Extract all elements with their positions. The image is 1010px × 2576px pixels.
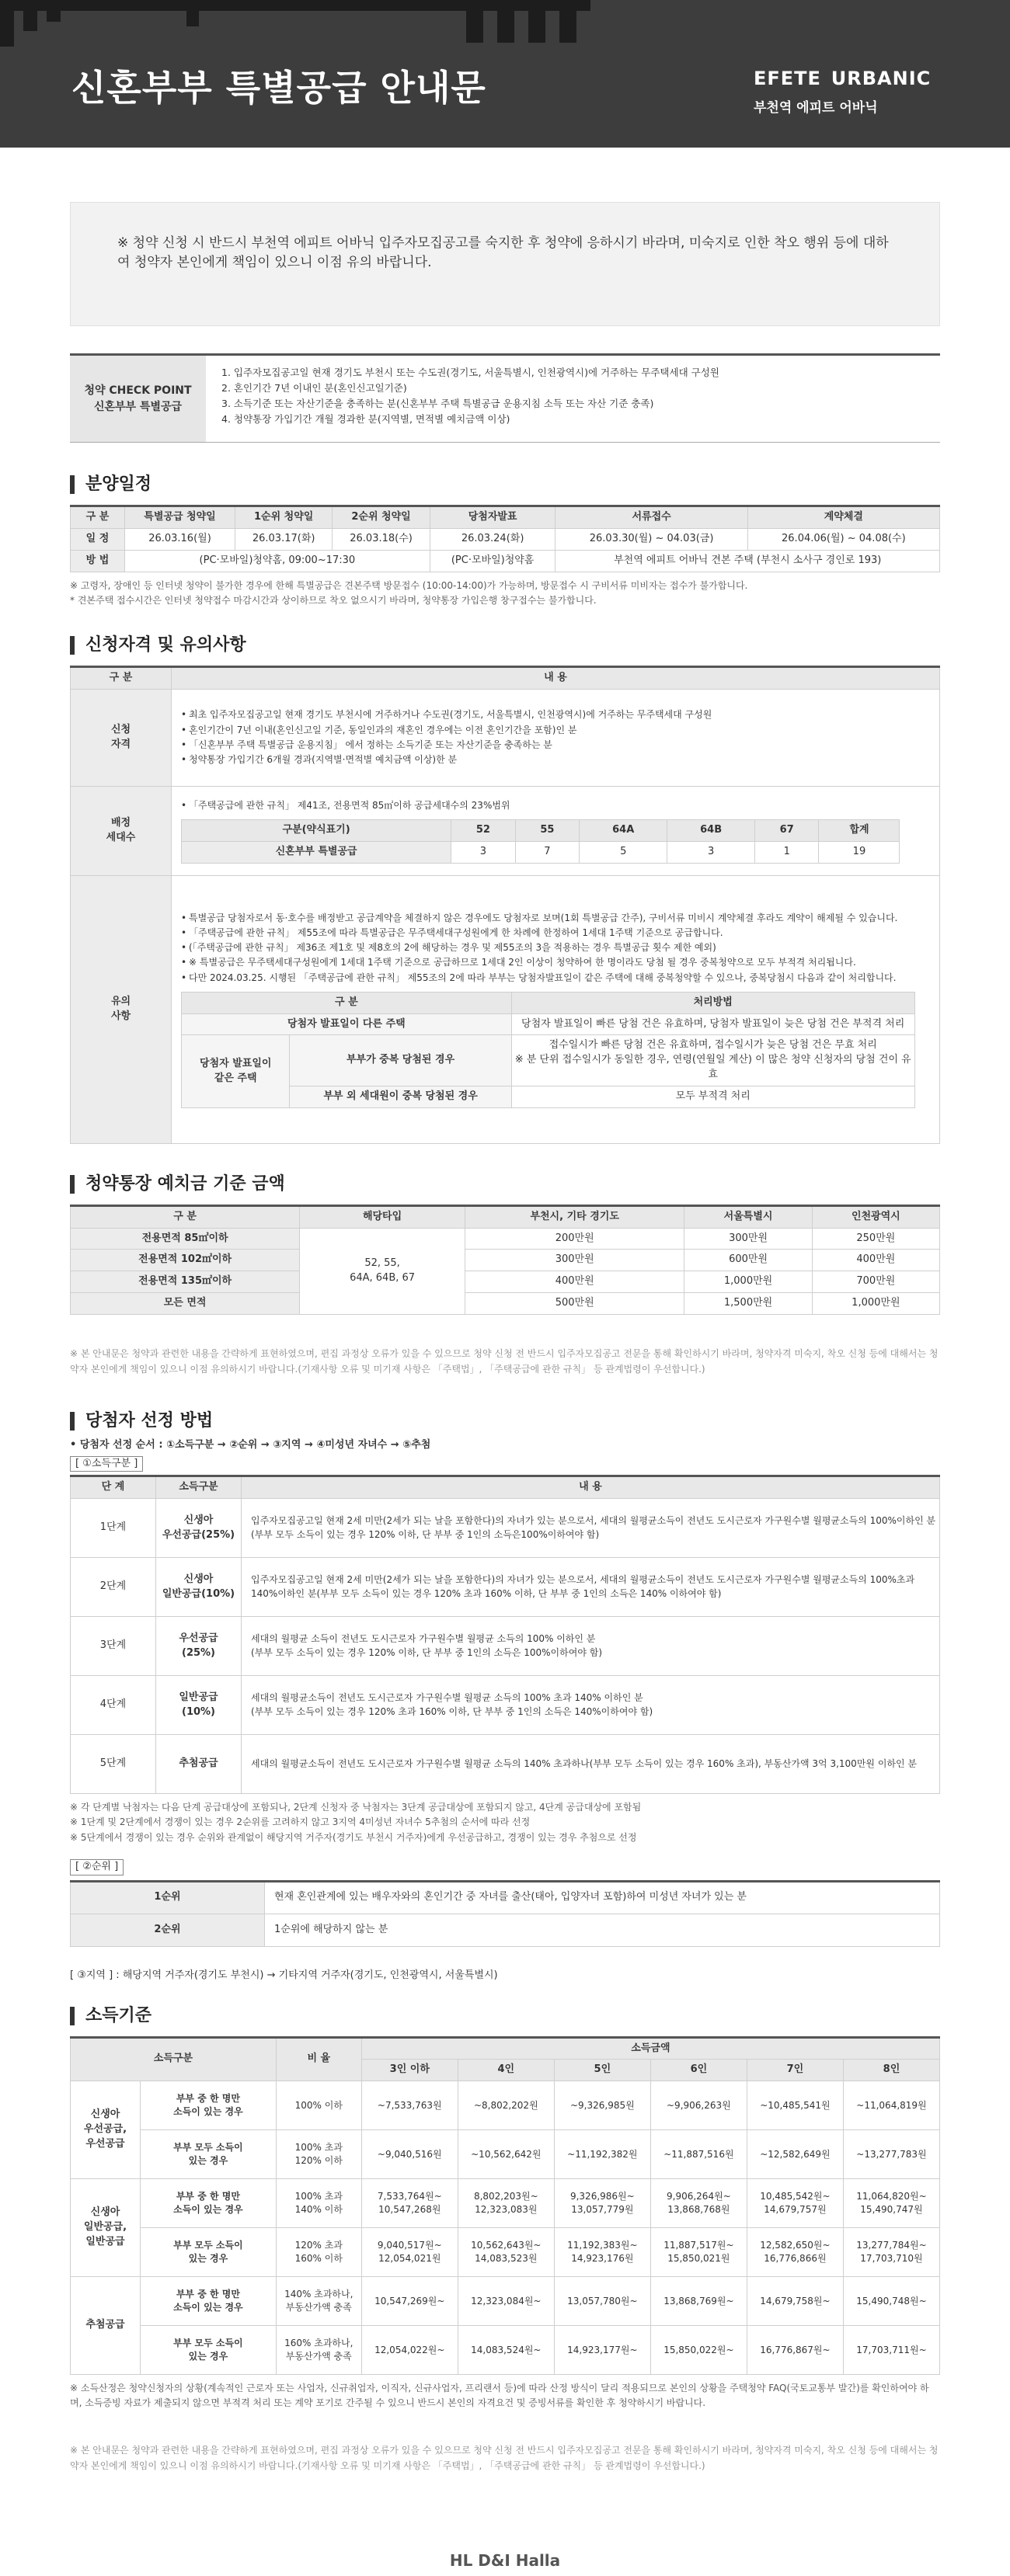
col-header: 인천광역시 <box>812 1205 939 1228</box>
cell: 3 <box>667 841 755 863</box>
col-header: 당첨자발표 <box>430 506 556 529</box>
decor-bar <box>559 0 576 43</box>
tag: [ ①소득구분 ] <box>70 1456 143 1472</box>
cell: 당첨자 발표일이 빠른 당첨 건은 유효하며, 당첨자 발표일이 늦은 당첨 건은 부적격 처리 <box>511 1013 914 1035</box>
income-value: 12,054,022원~ <box>361 2326 458 2375</box>
col-header: 8인 <box>843 2060 939 2081</box>
cell: 신생아 우선공급(25%) <box>156 1499 242 1558</box>
income-value: 10,547,269원~ <box>361 2277 458 2326</box>
cell: 300만원 <box>684 1228 812 1250</box>
cell: 추첨공급 <box>156 1735 242 1794</box>
cell: 19 <box>819 841 900 863</box>
col-header: 2순위 청약일 <box>333 506 430 529</box>
col-header: 구 분 <box>71 506 125 529</box>
col-header: 64A <box>580 820 667 842</box>
cell: 전용면적 102㎡이하 <box>71 1250 300 1271</box>
income-value: 9,040,517원~ 12,054,021원 <box>361 2228 458 2277</box>
col-header: 단 계 <box>71 1476 156 1499</box>
cell: 26.03.18(수) <box>333 528 430 550</box>
decor-bar <box>528 0 545 43</box>
cell: 당첨자 발표일이 다른 주택 <box>182 1013 512 1035</box>
cell: 세대의 월평균소득이 전년도 도시근로자 가구원수별 월평균 소득의 100% 초과 140% 이하인 분 (부부 모두 소득이 있는 경우 120% 초과 160% 이하, 단 부부 중 1인의 소득은 140%이하여야 함) <box>242 1676 940 1735</box>
income-value: ~8,802,202원 <box>458 2081 554 2130</box>
rank-table <box>70 1880 940 1947</box>
list-item: • 특별공급 당첨자로서 동·호수를 배정받고 공급계약을 체결하지 않은 경우에도 당첨자로 보며(1회 특별공급 간주), 구비서류 미비시 계약체결 후라도 계약이 해제될 수 있습니다. <box>181 911 930 926</box>
list-item: • 최초 입주자모집공고일 현재 경기도 부천시에 거주하거나 수도권(경기도, 서울특별시, 인천광역시)에 거주하는 무주택세대 구성원 <box>181 707 930 722</box>
row-label: 유의 사항 <box>71 875 172 1143</box>
cell: 250만원 <box>812 1228 939 1250</box>
col-header: 6인 <box>650 2060 747 2081</box>
note: ※ 각 단계별 낙첨자는 다음 단계 공급대상에 포함되나, 2단계 신청자 중 낙첨자는 3단계 공급대상에 포함되지 않고, 4단계 공급대상에 포함됨 <box>70 1802 642 1813</box>
decor-bar <box>23 0 37 31</box>
col-header: 내 용 <box>172 666 940 689</box>
cell: 200만원 <box>465 1228 684 1250</box>
income-subgroup: 부부 모두 소득이 있는 경우 <box>141 2228 277 2277</box>
cell: 접수일시가 빠른 당첨 건은 유효하며, 접수일시가 늦은 당첨 건은 무효 처리 <box>549 1039 877 1052</box>
checkpoint-list <box>206 356 940 442</box>
section-title: 당첨자 선정 방법 <box>70 1412 940 1431</box>
cell: 26.03.17(화) <box>235 528 332 550</box>
income-table <box>70 2036 940 2376</box>
row-label: 신청 자격 <box>71 689 172 786</box>
cell: 1,000만원 <box>812 1293 939 1315</box>
brand-ko: 부천역 에피트 어바닉 <box>754 100 878 116</box>
brand-logo <box>754 57 931 118</box>
income-value: 17,703,711원~ <box>843 2326 939 2375</box>
col-header: 서울특별시 <box>684 1205 812 1228</box>
list-item: • 청약통장 가입기간 6개월 경과(지역별·면적별 예치금액 이상)한 분 <box>181 753 930 767</box>
list-item: • 혼인기간이 7년 이내(혼인신고일 기준, 동일인과의 재혼인 경우에는 이전 혼인기간을 포함)인 분 <box>181 723 930 738</box>
income-value: ~9,040,516원 <box>361 2130 458 2179</box>
col-header: 1순위 청약일 <box>235 506 332 529</box>
header-banner <box>0 0 1010 148</box>
income-value: ~9,326,985원 <box>554 2081 650 2130</box>
income-value: ~11,064,819원 <box>843 2081 939 2130</box>
income-value: 14,923,177원~ <box>554 2326 650 2375</box>
cell: 52, 55, 64A, 64B, 67 <box>300 1228 465 1314</box>
income-subgroup: 부부 모두 소득이 있는 경우 <box>141 2326 277 2375</box>
qualification-table <box>70 666 940 1144</box>
col-header: 소득구분 <box>156 1476 242 1499</box>
page-title: 신혼부부 특별공급 안내문 <box>71 67 486 109</box>
income-subgroup: 부부 중 한 명만 소득이 있는 경우 <box>141 2179 277 2228</box>
cell: 전용면적 85㎡이하 <box>71 1228 300 1250</box>
income-value: ~11,192,382원 <box>554 2130 650 2179</box>
col-header: 52 <box>451 820 516 842</box>
income-value: 11,064,820원~ 15,490,747원 <box>843 2179 939 2228</box>
note: ※ 1단계 및 2단계에서 경쟁이 있는 경우 2순위를 고려하지 않고 3지역 4미성년 자녀수 5추첨의 순서에 따라 선정 <box>70 1816 531 1828</box>
list-item: • 「신혼부부 주택 특별공급 운용지침」 에서 정하는 소득기준 또는 자산기준을 충족하는 분 <box>181 738 930 753</box>
decor-bar <box>47 0 61 22</box>
list-item: • 「주택공급에 관한 규칙」 제55조에 따라 특별공급은 무주택세대구성원에게 한 차례에 한정하여 1세대 1주택 기준으로 공급합니다. <box>181 926 930 940</box>
cell: 500만원 <box>465 1293 684 1315</box>
col-header: 4인 <box>458 2060 554 2081</box>
income-value: ~7,533,763원 <box>361 2081 458 2130</box>
tag: [ ②순위 ] <box>70 1859 124 1876</box>
income-group: 신생아 일반공급, 일반공급 <box>71 2179 141 2277</box>
cell: 4단계 <box>71 1676 156 1735</box>
schedule-section <box>70 475 940 608</box>
income-value: 14,083,524원~ <box>458 2326 554 2375</box>
section-title: 소득기준 <box>70 2007 940 2025</box>
col-header: 55 <box>515 820 580 842</box>
cell: 1 <box>754 841 819 863</box>
income-value: 15,850,022원~ <box>650 2326 747 2375</box>
checkpoint-item: 3. 소득기준 또는 자산기준을 충족하는 분(신혼부부 주택 특별공급 운용지침 소득 또는 자산 기준 충족) <box>221 398 654 409</box>
note: ※ 5단계에서 경쟁이 있는 경우 순위와 관계없이 해당지역 거주자(경기도 부천시 거주자)에게 우선공급하고, 경쟁이 있는 경우 추첨으로 선정 <box>70 1831 637 1843</box>
cell: 1단계 <box>71 1499 156 1558</box>
income-body <box>71 2081 940 2375</box>
income-value: 12,582,650원~ 16,776,866원 <box>747 2228 843 2277</box>
col-header: 합계 <box>819 820 900 842</box>
cell: 5단계 <box>71 1735 156 1794</box>
note: * 견본주택 접수시간은 인터넷 청약접수 마감시간과 상이하므로 착오 없으시기 바라며, 청약통장 가입은행 창구접수는 불가합니다. <box>70 594 597 606</box>
cell: 26.04.06(월) ~ 04.08(수) <box>747 528 939 550</box>
checkpoint-item: 2. 혼인기간 7년 이내인 분(혼인신고일기준) <box>221 382 407 394</box>
cell: 400만원 <box>812 1250 939 1271</box>
requirement-list <box>181 707 930 767</box>
col-header: 64B <box>667 820 755 842</box>
income-value: ~11,887,516원 <box>650 2130 747 2179</box>
deposit-section <box>70 1175 940 1378</box>
cell: 26.03.24(화) <box>430 528 556 550</box>
qualification-section <box>70 636 940 1144</box>
cell: 7 <box>515 841 580 863</box>
cell: 부부가 중복 당첨된 경우 <box>290 1035 511 1086</box>
brand-en2: URBANIC <box>831 68 932 89</box>
income-group: 신생아 우선공급, 우선공급 <box>71 2081 141 2179</box>
col-header: 처리방법 <box>511 992 914 1013</box>
decor-bar <box>466 0 483 43</box>
cell: 2순위 <box>71 1914 265 1946</box>
allocation-table <box>181 819 900 864</box>
cell: 세대의 월평균소득이 전년도 도시근로자 가구원수별 월평균 소득의 140% 초과하나(부부 모두 소득이 있는 경우 160% 초과), 부동산가액 3억 3,100만원 이하인 분 <box>242 1735 940 1794</box>
decor-bar <box>497 0 514 43</box>
income-subgroup: 부부 모두 소득이 있는 경우 <box>141 2130 277 2179</box>
cell: 3 <box>451 841 516 863</box>
cell: 26.03.16(월) <box>125 528 235 550</box>
disclaimer: ※ 본 안내문은 청약과 관련한 내용을 간략하게 표현하였으며, 편집 과정상 오류가 있을 수 있으므로 청약 신청 전 반드시 입주자모집공고 전문을 통해 확인하시기 바라며, 청약자격 미숙지, 착오 신청 등에 대해서는 청약자 본인에게 책임이 있으니 이점 유의하시기 바랍니다.(기재사항 오류 및 미기재 사항은 「주택법」, 「주택공급에 관한 규칙」 등 관계법령이 우선합니다.) <box>70 1347 939 1375</box>
note: ※ 고령자, 장애인 등 인터넷 청약이 불가한 경우에 한해 특별공급은 견본주택 방문접수 (10:00-14:00)가 가능하며, 방문접수 시 구비서류 미비자는 접수가 불가합니다. <box>70 579 748 591</box>
col-header: 특별공급 청약일 <box>125 506 235 529</box>
income-subgroup: 부부 중 한 명만 소득이 있는 경우 <box>141 2081 277 2130</box>
checkpoint-label2: 신혼부부 특별공급 <box>93 400 183 413</box>
decor-bar <box>186 0 199 26</box>
cell: 700만원 <box>812 1271 939 1293</box>
caution-list <box>181 911 930 986</box>
income-value: ~13,277,783원 <box>843 2130 939 2179</box>
col-header: 5인 <box>554 2060 650 2081</box>
brand-en: EFETE <box>754 68 821 89</box>
income-value: 12,323,084원~ <box>458 2277 554 2326</box>
income-value: ~10,485,541원 <box>747 2081 843 2130</box>
section-title: 분양일정 <box>70 475 940 494</box>
col-header: 구 분 <box>71 666 172 689</box>
income-value: 14,679,758원~ <box>747 2277 843 2326</box>
col-header: 7인 <box>747 2060 843 2081</box>
cell: 26.03.30(월) ~ 04.03(금) <box>556 528 747 550</box>
decor-bar <box>0 0 14 47</box>
cell: 600만원 <box>684 1250 812 1271</box>
cell: 일반공급 (10%) <box>156 1676 242 1735</box>
cell: 모든 면적 <box>71 1293 300 1315</box>
income-value: 15,490,748원~ <box>843 2277 939 2326</box>
income-section <box>70 2007 940 2474</box>
col-header: 소득금액 <box>361 2037 939 2060</box>
list-item: • (「주택공급에 관한 규칙」 제36조 제1호 및 제8호의 2에 해당하는 경우 및 제55조의 3을 적용하는 경우 특별공급 횟수 제한 예외) <box>181 940 930 955</box>
notice-box: ※ 청약 신청 시 반드시 부천역 에피트 어바닉 입주자모집공고를 숙지한 후 청약에 응하시기 바라며, 미숙지로 인한 착오 행위 등에 대하여 청약자 본인에게 책임이 있으니 이점 유의 바랍니다. <box>70 202 940 326</box>
cell: 신혼부부 특별공급 <box>182 841 451 863</box>
income-value: ~12,582,649원 <box>747 2130 843 2179</box>
col-header: 내 용 <box>242 1476 940 1499</box>
cell: 우선공급 (25%) <box>156 1617 242 1676</box>
col-header: 서류접수 <box>556 506 747 529</box>
cell: ※ 분 단위 접수일시가 동일한 경우, 연령(연월일 계산) 이 많은 청약 신청자의 당첨 건이 유효 <box>514 1054 911 1081</box>
disclaimer: ※ 본 안내문은 청약과 관련한 내용을 간략하게 표현하였으며, 편집 과정상 오류가 있을 수 있으므로 청약 신청 전 반드시 입주자모집공고 전문을 통해 확인하시기 바라며, 청약자격 미숙지, 착오 신청 등에 대해서는 청약자 본인에게 책임이 있으니 이점 유의하시기 바랍니다.(기재사항 오류 및 미기재 사항은 「주택법」, 「주택공급에 관한 규칙」 등 관계법령이 우선합니다.) <box>70 2444 939 2471</box>
checkpoint-item: 1. 입주자모집공고일 현재 경기도 부천시 또는 수도권(경기도, 서울특별시, 인천광역시)에 거주하는 무주택세대 구성원 <box>221 367 719 378</box>
cell: 3단계 <box>71 1617 156 1676</box>
cell: 당첨자 발표일이 같은 주택 <box>182 1035 290 1107</box>
income-value: 10,485,542원~ 14,679,757원 <box>747 2179 843 2228</box>
cell: 부부 외 세대원이 중복 당첨된 경우 <box>290 1086 511 1107</box>
deposit-table <box>70 1205 940 1315</box>
income-value: 7,533,764원~ 10,547,268원 <box>361 2179 458 2228</box>
cell: 신생아 일반공급(10%) <box>156 1558 242 1617</box>
income-value: 16,776,867원~ <box>747 2326 843 2375</box>
income-value: 9,326,986원~ 13,057,779원 <box>554 2179 650 2228</box>
col-header: 계약체결 <box>747 506 939 529</box>
row-label: 일 정 <box>71 528 125 550</box>
income-value: 10,562,643원~ 14,083,523원 <box>458 2228 554 2277</box>
col-header: 67 <box>754 820 819 842</box>
cell: 2단계 <box>71 1558 156 1617</box>
income-value: 9,906,264원~ 13,868,768원 <box>650 2179 747 2228</box>
list-item: • 다만 2024.03.25. 시행된 「주택공급에 관한 규칙」 제55조의 2에 따라 부부는 당첨자발표일이 같은 주택에 대해 중복청약할 수 있으나, 중복당첨시 다음과 같이 처리합니다. <box>181 971 930 986</box>
region-rule: [ ③지역 ] : 해당지역 거주자(경기도 부천시) → 기타지역 거주자(경기도, 인천광역시, 서울특별시) <box>70 1969 498 1981</box>
cell: 1,500만원 <box>684 1293 812 1315</box>
income-value: ~9,906,263원 <box>650 2081 747 2130</box>
cell: 1순위에 해당하지 않는 분 <box>265 1914 940 1946</box>
selection-table <box>70 1475 940 1794</box>
row-label: 배정 세대수 <box>71 786 172 875</box>
footer-logo: HL D&I Halla <box>449 2551 561 2570</box>
cell: 5 <box>580 841 667 863</box>
income-value: 13,277,784원~ 17,703,710원 <box>843 2228 939 2277</box>
cell: 세대의 월평균 소득이 전년도 도시근로자 가구원수별 월평균 소득의 100% 이하인 분 (부부 모두 소득이 있는 경우 120% 이하, 단 부부 중 1인의 소득은 100%이하여야 함) <box>242 1617 940 1676</box>
income-value: 11,887,517원~ 15,850,021원 <box>650 2228 747 2277</box>
list-item: • ※ 특별공급은 무주택세대구성원에게 1세대 1주택 기준으로 공급하므로 1세대 2인 이상이 청약하여 한 명이라도 당첨 될 경우 중복청약으로 모두 부적격 처리됩니다. <box>181 955 930 970</box>
schedule-table <box>70 505 940 572</box>
selection-section <box>70 1412 940 1983</box>
checkpoint-box <box>70 353 940 443</box>
income-group: 추첨공급 <box>71 2277 141 2375</box>
section-title: 청약통장 예치금 기준 금액 <box>70 1175 940 1194</box>
income-value: 8,802,203원~ 12,323,083원 <box>458 2179 554 2228</box>
cell: 입주자모집공고일 현재 2세 미만(2세가 되는 날을 포함한다)의 자녀가 있는 분으로서, 세대의 월평균소득이 전년도 도시근로자 가구원수별 월평균소득의 100%초과 140%이하인 분(부부 모두 소득이 있는 경우 120% 초과 160% 이하, 단 부부 중 1인의 소득은 140% 이하여야 함) <box>242 1558 940 1617</box>
cell: 1,000만원 <box>684 1271 812 1293</box>
income-value: 11,192,383원~ 14,923,176원 <box>554 2228 650 2277</box>
income-subgroup: 부부 중 한 명만 소득이 있는 경우 <box>141 2277 277 2326</box>
cell: 300만원 <box>465 1250 684 1271</box>
selection-order: • 당첨자 선정 순서 : ①소득구분 → ②순위 → ③지역 → ④미성년 자녀수 → ⑤추첨 <box>70 1438 431 1451</box>
col-header: 해당타입 <box>300 1205 465 1228</box>
duplicate-table <box>181 992 915 1108</box>
col-header: 구 분 <box>182 992 512 1013</box>
col-header: 3인 이하 <box>361 2060 458 2081</box>
cell: 입주자모집공고일 현재 2세 미만(2세가 되는 날을 포함한다)의 자녀가 있는 분으로서, 세대의 월평균소득이 전년도 도시근로자 가구원수별 월평균소득의 100%이하인 분(부부 모두 소득이 있는 경우 120% 이하, 단 부부 중 1인의 소득은100%이하여야 함) <box>242 1499 940 1558</box>
checkpoint-label <box>70 356 206 442</box>
income-ratio: 100% 초과 140% 이하 <box>276 2179 361 2228</box>
income-ratio: 100% 이하 <box>276 2081 361 2130</box>
income-note: ※ 소득산정은 청약신청자의 상황(계속적인 근로자 또는 사업자, 신규취업자, 이직자, 신규사업자, 프리랜서 등)에 따라 산정 방식이 달리 적용되므로 본인의 상황을 주택청약 FAQ(국토교통부 발간)를 확인하여야 하며, 소득증빙 자료가 제출되지 않으면 부적격 처리 또는 계약 포기로 간주될 수 있으니 반드시 본인의 자격요건 및 증빙서류를 확인한 후 청약하시기 바랍니다. <box>70 2383 929 2409</box>
col-header: 부천시, 기타 경기도 <box>465 1205 684 1228</box>
row-label: 방 법 <box>71 550 125 572</box>
income-value: 13,057,780원~ <box>554 2277 650 2326</box>
cell: 400만원 <box>465 1271 684 1293</box>
checkpoint-label1: 청약 CHECK POINT <box>84 384 192 398</box>
cell: 전용면적 135㎡이하 <box>71 1271 300 1293</box>
list-item: • 「주택공급에 관한 규칙」 제41조, 전용면적 85㎡이하 공급세대수의 23%범위 <box>181 798 930 813</box>
col-header: 소득구분 <box>71 2037 277 2081</box>
col-header: 구 분 <box>71 1205 300 1228</box>
cell: 부천역 에피트 어바닉 견본 주택 (부천시 소사구 경인로 193) <box>556 550 940 572</box>
income-value: 13,868,769원~ <box>650 2277 747 2326</box>
income-ratio: 120% 초과 160% 이하 <box>276 2228 361 2277</box>
income-value: ~10,562,642원 <box>458 2130 554 2179</box>
cell: 현재 혼인관계에 있는 배우자와의 혼인기간 중 자녀를 출산(태아, 입양자녀 포함)하여 미성년 자녀가 있는 분 <box>265 1881 940 1914</box>
col-header: 구분(약식표기) <box>182 820 451 842</box>
col-header: 비 율 <box>276 2037 361 2081</box>
checkpoint-item: 4. 청약통장 가입기간 개월 경과한 분(지역별, 면적별 예치금액 이상) <box>221 413 510 425</box>
cell: 1순위 <box>71 1881 265 1914</box>
income-ratio: 100% 초과 120% 이하 <box>276 2130 361 2179</box>
income-ratio: 140% 초과하나, 부동산가액 충족 <box>276 2277 361 2326</box>
cell: (PC·모바일)청약홈, 09:00~17:30 <box>125 550 430 572</box>
income-ratio: 160% 초과하나, 부동산가액 충족 <box>276 2326 361 2375</box>
cell: 모두 부적격 처리 <box>511 1086 914 1107</box>
cell: (PC·모바일)청약홈 <box>430 550 556 572</box>
section-title: 신청자격 및 유의사항 <box>70 636 940 655</box>
